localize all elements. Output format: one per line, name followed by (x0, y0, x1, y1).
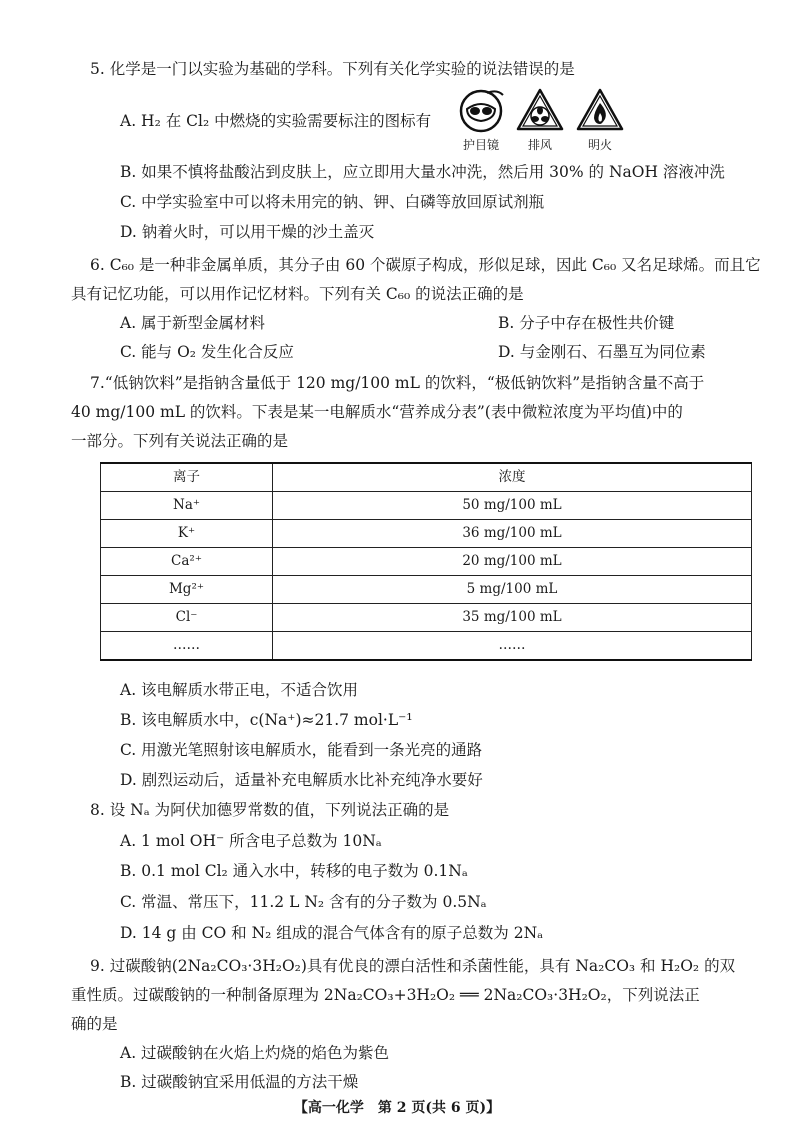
question-8-option-a: A. 1 mol OH⁻ 所含电子总数为 10Nₐ (120, 832, 382, 850)
question-9-stem-line-2: 重性质。过碳酸钠的一种制备原理为 2Na₂CO₃+3H₂O₂ ══ 2Na₂CO₃·3H₂O₂，下列说法正 (71, 986, 700, 1004)
table-cell-ion: Na⁺ (101, 492, 273, 520)
question-5-option-b: B. 如果不慎将盐酸沾到皮肤上，应立即用大量水冲洗，然后用 30% 的 NaOH 溶液冲洗 (120, 163, 725, 181)
goggles-icon (457, 87, 505, 133)
table-header-row (101, 463, 752, 492)
question-7-option-d: D. 剧烈运动后，适量补充电解质水比补充纯净水要好 (120, 771, 483, 789)
table-cell-ion: Cl⁻ (101, 604, 273, 632)
question-8-option-b: B. 0.1 mol Cl₂ 通入水中，转移的电子数为 0.1Nₐ (120, 862, 468, 880)
table-cell-concentration: 35 mg/100 mL (273, 604, 752, 632)
question-9-option-a: A. 过碳酸钠在火焰上灼烧的焰色为紫色 (120, 1044, 390, 1062)
table-cell-ion: Mg²⁺ (101, 576, 273, 604)
question-7-stem-line-3: 一部分。下列有关说法正确的是 (71, 432, 289, 450)
table-row (101, 576, 752, 604)
question-8-stem: 8. 设 Nₐ 为阿伏加德罗常数的值，下列说法正确的是 (90, 801, 450, 819)
table-row (101, 548, 752, 576)
question-5-option-a: A. H₂ 在 Cl₂ 中燃烧的实验需要标注的图标有 (120, 112, 432, 130)
question-7-stem-line-1: 7.“低钠饮料”是指钠含量低于 120 mg/100 mL 的饮料，“极低钠饮料”是指钠含量不高于 (90, 374, 705, 392)
question-6-stem-line-2: 具有记忆功能，可以用作记忆材料。下列有关 C₆₀ 的说法正确的是 (71, 285, 524, 303)
nutrition-table (100, 462, 752, 661)
question-6-option-d: D. 与金刚石、石墨互为同位素 (498, 343, 706, 361)
table-row (101, 492, 752, 520)
table-header-concentration: 浓度 (273, 463, 752, 492)
question-9-stem-line-1: 9. 过碳酸钠(2Na₂CO₃·3H₂O₂)具有优良的漂白活性和杀菌性能，具有 Na₂CO₃ 和 H₂O₂ 的双 (90, 957, 736, 975)
table-header-ion: 离子 (101, 463, 273, 492)
table-cell-concentration: …… (273, 632, 752, 661)
question-8-option-c: C. 常温、常压下，11.2 L N₂ 含有的分子数为 0.5Nₐ (120, 893, 487, 911)
table-row (101, 520, 752, 548)
table-row (101, 604, 752, 632)
question-6-option-b: B. 分子中存在极性共价键 (498, 314, 675, 332)
question-5-stem: 5. 化学是一门以实验为基础的学科。下列有关化学实验的说法错误的是 (90, 60, 575, 78)
page-footer: 【高一化学 第 2 页(共 6 页)】 (293, 1100, 501, 1116)
goggles-pictogram (457, 87, 505, 151)
question-5-option-d: D. 钠着火时，可以用干燥的沙土盖灭 (120, 223, 375, 241)
ventilation-pictogram (515, 87, 565, 151)
question-9-stem-line-3: 确的是 (71, 1015, 118, 1033)
question-9-option-b: B. 过碳酸钠宜采用低温的方法干燥 (120, 1073, 359, 1091)
question-7-option-b: B. 该电解质水中，c(Na⁺)≈21.7 mol·L⁻¹ (120, 711, 413, 729)
ventilation-icon (515, 87, 565, 133)
ventilation-label: 排风 (527, 137, 552, 152)
question-7-stem-line-2: 40 mg/100 mL 的饮料。下表是某一电解质水“营养成分表”(表中微粒浓度为平均值)中的 (71, 403, 683, 421)
question-6-option-c: C. 能与 O₂ 发生化合反应 (120, 343, 294, 361)
open-flame-label: 明火 (587, 137, 612, 152)
table-cell-ion: …… (101, 632, 273, 661)
table-cell-ion: Ca²⁺ (101, 548, 273, 576)
goggles-label: 护目镜 (462, 137, 499, 152)
table-cell-concentration: 36 mg/100 mL (273, 520, 752, 548)
open-flame-icon (575, 87, 625, 133)
table-cell-concentration: 50 mg/100 mL (273, 492, 752, 520)
table-cell-ion: K⁺ (101, 520, 273, 548)
table-row (101, 632, 752, 661)
question-5-option-c: C. 中学实验室中可以将未用完的钠、钾、白磷等放回原试剂瓶 (120, 193, 545, 211)
table-cell-concentration: 5 mg/100 mL (273, 576, 752, 604)
question-7-option-a: A. 该电解质水带正电，不适合饮用 (120, 681, 359, 699)
question-7-option-c: C. 用激光笔照射该电解质水，能看到一条光亮的通路 (120, 741, 483, 759)
question-8-option-d: D. 14 g 由 CO 和 N₂ 组成的混合气体含有的原子总数为 2Nₐ (120, 924, 544, 942)
question-6-option-a: A. 属于新型金属材料 (120, 314, 266, 332)
open-flame-pictogram (575, 87, 625, 151)
table-cell-concentration: 20 mg/100 mL (273, 548, 752, 576)
question-6-stem-line-1: 6. C₆₀ 是一种非金属单质，其分子由 60 个碳原子构成，形似足球，因此 C₆₀ 又名足球烯。而且它 (90, 256, 761, 274)
